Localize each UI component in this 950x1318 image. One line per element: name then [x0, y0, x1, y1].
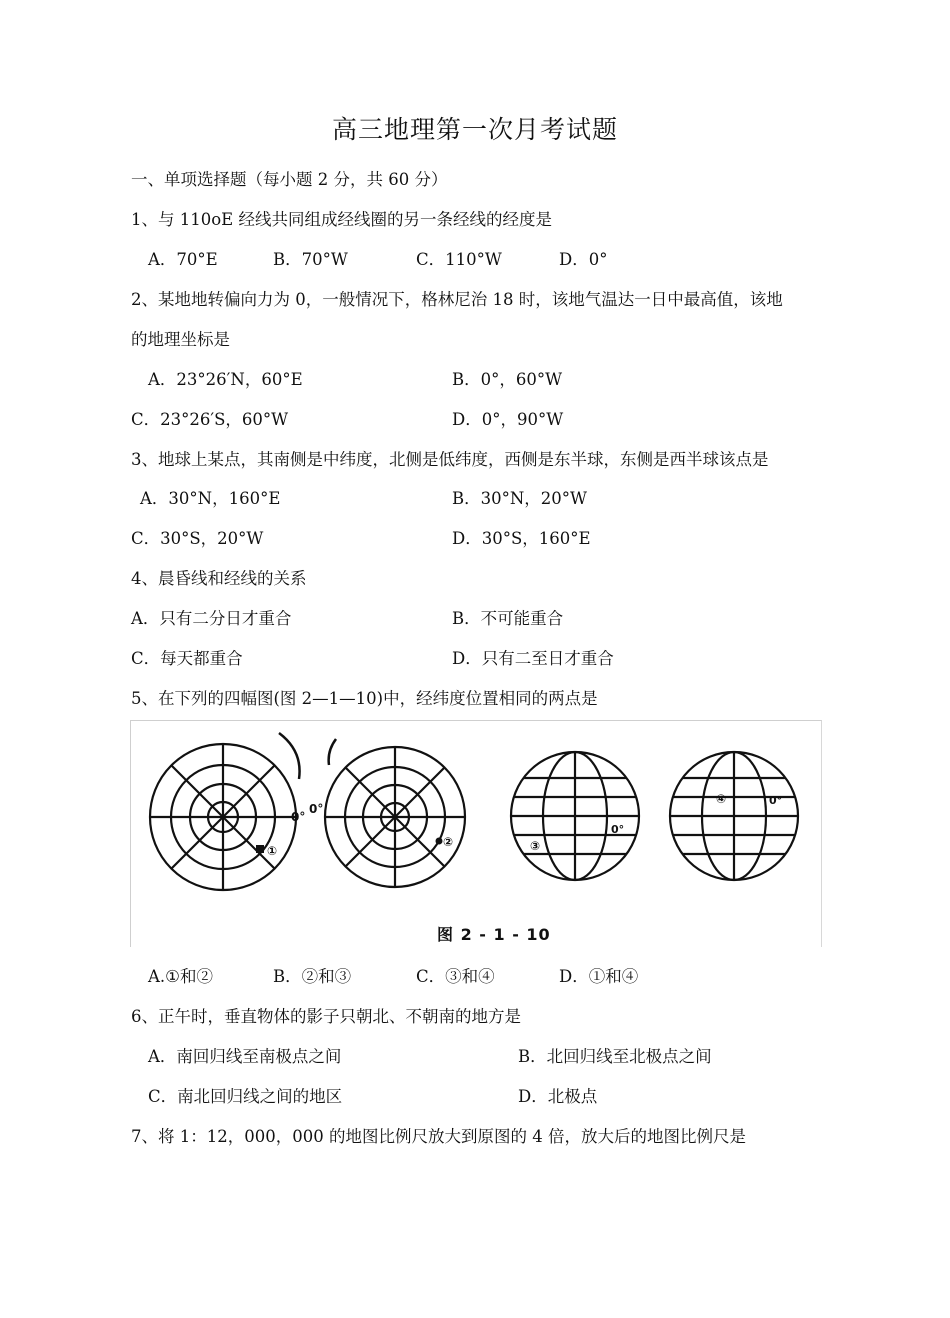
q2-option-b: B．0°，60°W: [452, 370, 563, 389]
q4-option-c: C．每天都重合: [131, 649, 243, 668]
q4-option-b: B．不可能重合: [452, 609, 564, 628]
q6-option-d: D．北极点: [518, 1087, 598, 1106]
q2-option-a: A．23°26′N，60°E: [148, 370, 303, 389]
mark-2-label: ②: [443, 835, 454, 849]
q4-option-d: D．只有二至日才重合: [452, 649, 614, 668]
question-2-stem-line2: 的地理坐标是: [131, 330, 230, 349]
q2-option-c: C．23°26′S，60°W: [131, 410, 289, 429]
q1-option-d: D．0°: [559, 250, 608, 269]
mark-4-label: ④: [716, 792, 727, 806]
polar-globe-2: [325, 747, 465, 887]
figure-caption: 图 2 - 1 - 10: [437, 925, 551, 944]
q5-option-d: D．①和④: [559, 967, 639, 986]
grid-globe-4: [670, 752, 798, 880]
mark-1-label: ①: [267, 844, 278, 858]
grid-globe-3: [511, 752, 639, 880]
question-3-stem: 3、地球上某点，其南侧是中纬度，北侧是低纬度，西侧是东半球，东侧是西半球该点是: [131, 450, 769, 469]
zero-label-3: 0°: [611, 823, 625, 836]
q3-option-c: C．30°S，20°W: [131, 529, 264, 548]
globe-diagrams: [131, 721, 821, 947]
question-4-stem: 4、晨昏线和经线的关系: [131, 569, 307, 588]
zero-label-1: 0°: [291, 810, 306, 824]
figure-2-1-10: [130, 720, 822, 947]
question-2-stem-line1: 2、某地地转偏向力为 0，一般情况下，格林尼治 18 时，该地气温达一日中最高值，该地: [131, 290, 783, 309]
q2-option-d: D．0°，90°W: [452, 410, 564, 429]
q1-option-b: B．70°W: [273, 250, 348, 269]
q3-option-d: D．30°S，160°E: [452, 529, 591, 548]
q1-option-c: C．110°W: [416, 250, 502, 269]
point-2-marker: [436, 838, 443, 845]
q4-option-a: A．只有二分日才重合: [131, 609, 292, 628]
q5-option-c: C．③和④: [416, 967, 495, 986]
q6-option-a: A．南回归线至南极点之间: [148, 1047, 342, 1066]
mark-3-label: ③: [530, 839, 541, 853]
question-5-stem: 5、在下列的四幅图(图 2—1—10)中，经纬度位置相同的两点是: [131, 689, 598, 708]
q1-option-a: A．70°E: [148, 250, 218, 269]
page-title: 高三地理第一次月考试题: [331, 115, 618, 144]
q6-option-c: C．南北回归线之间的地区: [148, 1087, 343, 1106]
q5-option-b: B．②和③: [273, 967, 352, 986]
q3-option-b: B．30°N，20°W: [452, 489, 588, 508]
question-7-stem: 7、将 1：12，000，000 的地图比例尺放大到原图的 4 倍，放大后的地图比例尺是: [131, 1127, 746, 1146]
question-6-stem: 6、正午时，垂直物体的影子只朝北、不朝南的地方是: [131, 1007, 521, 1026]
point-1-marker: [256, 845, 264, 853]
zero-label-4: 0°: [769, 794, 783, 807]
zero-label-2: 0°: [309, 802, 324, 816]
q6-option-b: B．北回归线至北极点之间: [518, 1047, 712, 1066]
q3-option-a: A．30°N，160°E: [140, 489, 281, 508]
section-heading: 一、单项选择题（每小题 2 分，共 60 分）: [131, 170, 448, 189]
polar-globe-1: [150, 744, 296, 890]
question-1-stem: 1、与 110oE 经线共同组成经线圈的另一条经线的经度是: [131, 210, 552, 229]
q5-option-a: A.①和②: [148, 967, 213, 986]
